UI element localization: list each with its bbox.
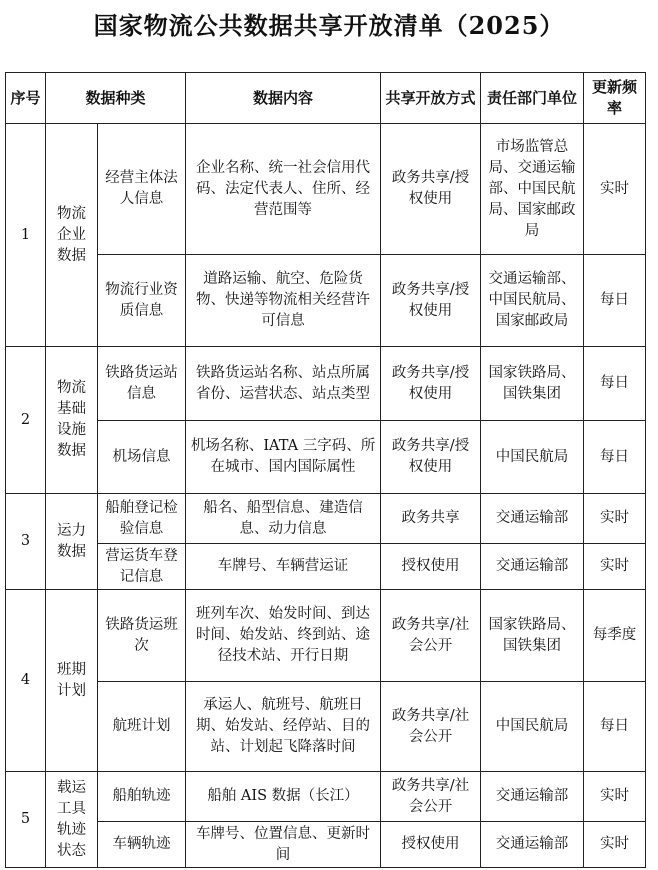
table-row	[6, 822, 646, 868]
group-seq: 4	[6, 590, 46, 772]
item-freq: 实时	[584, 772, 646, 822]
group-category: 载运工具轨迹状态	[46, 772, 98, 868]
item-method: 授权使用	[381, 822, 481, 868]
table-row	[6, 347, 646, 421]
table-row	[6, 544, 646, 590]
table-row	[6, 682, 646, 772]
group-category: 运力数据	[46, 494, 98, 590]
item-method: 政务共享/授权使用	[381, 347, 481, 421]
item-dept: 交通运输部、中国民航局、国家邮政局	[481, 255, 584, 347]
item-name: 经营主体法人信息	[98, 124, 186, 255]
item-name: 船舶登记检验信息	[98, 494, 186, 544]
item-name: 船舶轨迹	[98, 772, 186, 822]
item-freq: 实时	[584, 822, 646, 868]
group-seq: 5	[6, 772, 46, 868]
group-category: 班期计划	[46, 590, 98, 772]
item-freq: 实时	[584, 124, 646, 255]
item-method: 政务共享/授权使用	[381, 421, 481, 494]
header-seq: 序号	[6, 73, 46, 124]
item-method: 政务共享/社会公开	[381, 590, 481, 682]
item-name: 营运货车登记信息	[98, 544, 186, 590]
table-row	[6, 772, 646, 822]
item-method: 政务共享/社会公开	[381, 682, 481, 772]
item-method: 政务共享	[381, 494, 481, 544]
item-freq: 每日	[584, 347, 646, 421]
header-dept: 责任部门单位	[481, 73, 584, 124]
item-name: 机场信息	[98, 421, 186, 494]
item-content: 车牌号、位置信息、更新时间	[186, 822, 381, 868]
header-category: 数据种类	[46, 73, 186, 124]
header-content: 数据内容	[186, 73, 381, 124]
table-row	[6, 255, 646, 347]
item-freq: 每季度	[584, 590, 646, 682]
item-name: 铁路货运站信息	[98, 347, 186, 421]
header-method: 共享开放方式	[381, 73, 481, 124]
item-content: 机场名称、IATA 三字码、所在城市、国内国际属性	[186, 421, 381, 494]
item-dept: 交通运输部	[481, 494, 584, 544]
item-dept: 交通运输部	[481, 822, 584, 868]
item-name: 铁路货运班次	[98, 590, 186, 682]
item-content: 船舶 AIS 数据（长江）	[186, 772, 381, 822]
item-content: 车牌号、车辆营运证	[186, 544, 381, 590]
group-seq: 1	[6, 124, 46, 347]
item-freq: 实时	[584, 494, 646, 544]
item-name: 车辆轨迹	[98, 822, 186, 868]
item-freq: 每日	[584, 421, 646, 494]
item-dept: 中国民航局	[481, 421, 584, 494]
item-content: 铁路货运站名称、站点所属省份、运营状态、站点类型	[186, 347, 381, 421]
item-name: 物流行业资质信息	[98, 255, 186, 347]
item-method: 授权使用	[381, 544, 481, 590]
item-method: 政务共享/授权使用	[381, 124, 481, 255]
item-freq: 实时	[584, 544, 646, 590]
item-content: 企业名称、统一社会信用代码、法定代表人、住所、经营范围等	[186, 124, 381, 255]
item-name: 航班计划	[98, 682, 186, 772]
table-row	[6, 124, 646, 255]
page-title: 国家物流公共数据共享开放清单（2025）	[93, 11, 565, 40]
item-freq: 每日	[584, 682, 646, 772]
header-freq: 更新频率	[584, 73, 646, 124]
item-content: 承运人、航班号、航班日期、始发站、经停站、目的站、计划起飞降落时间	[186, 682, 381, 772]
data-list-table	[5, 72, 646, 868]
item-freq: 每日	[584, 255, 646, 347]
item-content: 船名、船型信息、建造信息、动力信息	[186, 494, 381, 544]
table-row	[6, 590, 646, 682]
table-row	[6, 494, 646, 544]
group-seq: 2	[6, 347, 46, 494]
group-seq: 3	[6, 494, 46, 590]
item-dept: 国家铁路局、国铁集团	[481, 347, 584, 421]
item-dept: 交通运输部	[481, 772, 584, 822]
item-dept: 交通运输部	[481, 544, 584, 590]
header-row	[6, 73, 646, 124]
table-row	[6, 421, 646, 494]
item-content: 班列车次、始发时间、到达时间、始发站、终到站、途径技术站、开行日期	[186, 590, 381, 682]
item-method: 政务共享/授权使用	[381, 255, 481, 347]
group-category: 物流企业数据	[46, 124, 98, 347]
item-method: 政务共享/社会公开	[381, 772, 481, 822]
item-dept: 中国民航局	[481, 682, 584, 772]
item-content: 道路运输、航空、危险货物、快递等物流相关经营许可信息	[186, 255, 381, 347]
group-category: 物流基础设施数据	[46, 347, 98, 494]
item-dept: 市场监管总局、交通运输部、中国民航局、国家邮政局	[481, 124, 584, 255]
item-dept: 国家铁路局、国铁集团	[481, 590, 584, 682]
